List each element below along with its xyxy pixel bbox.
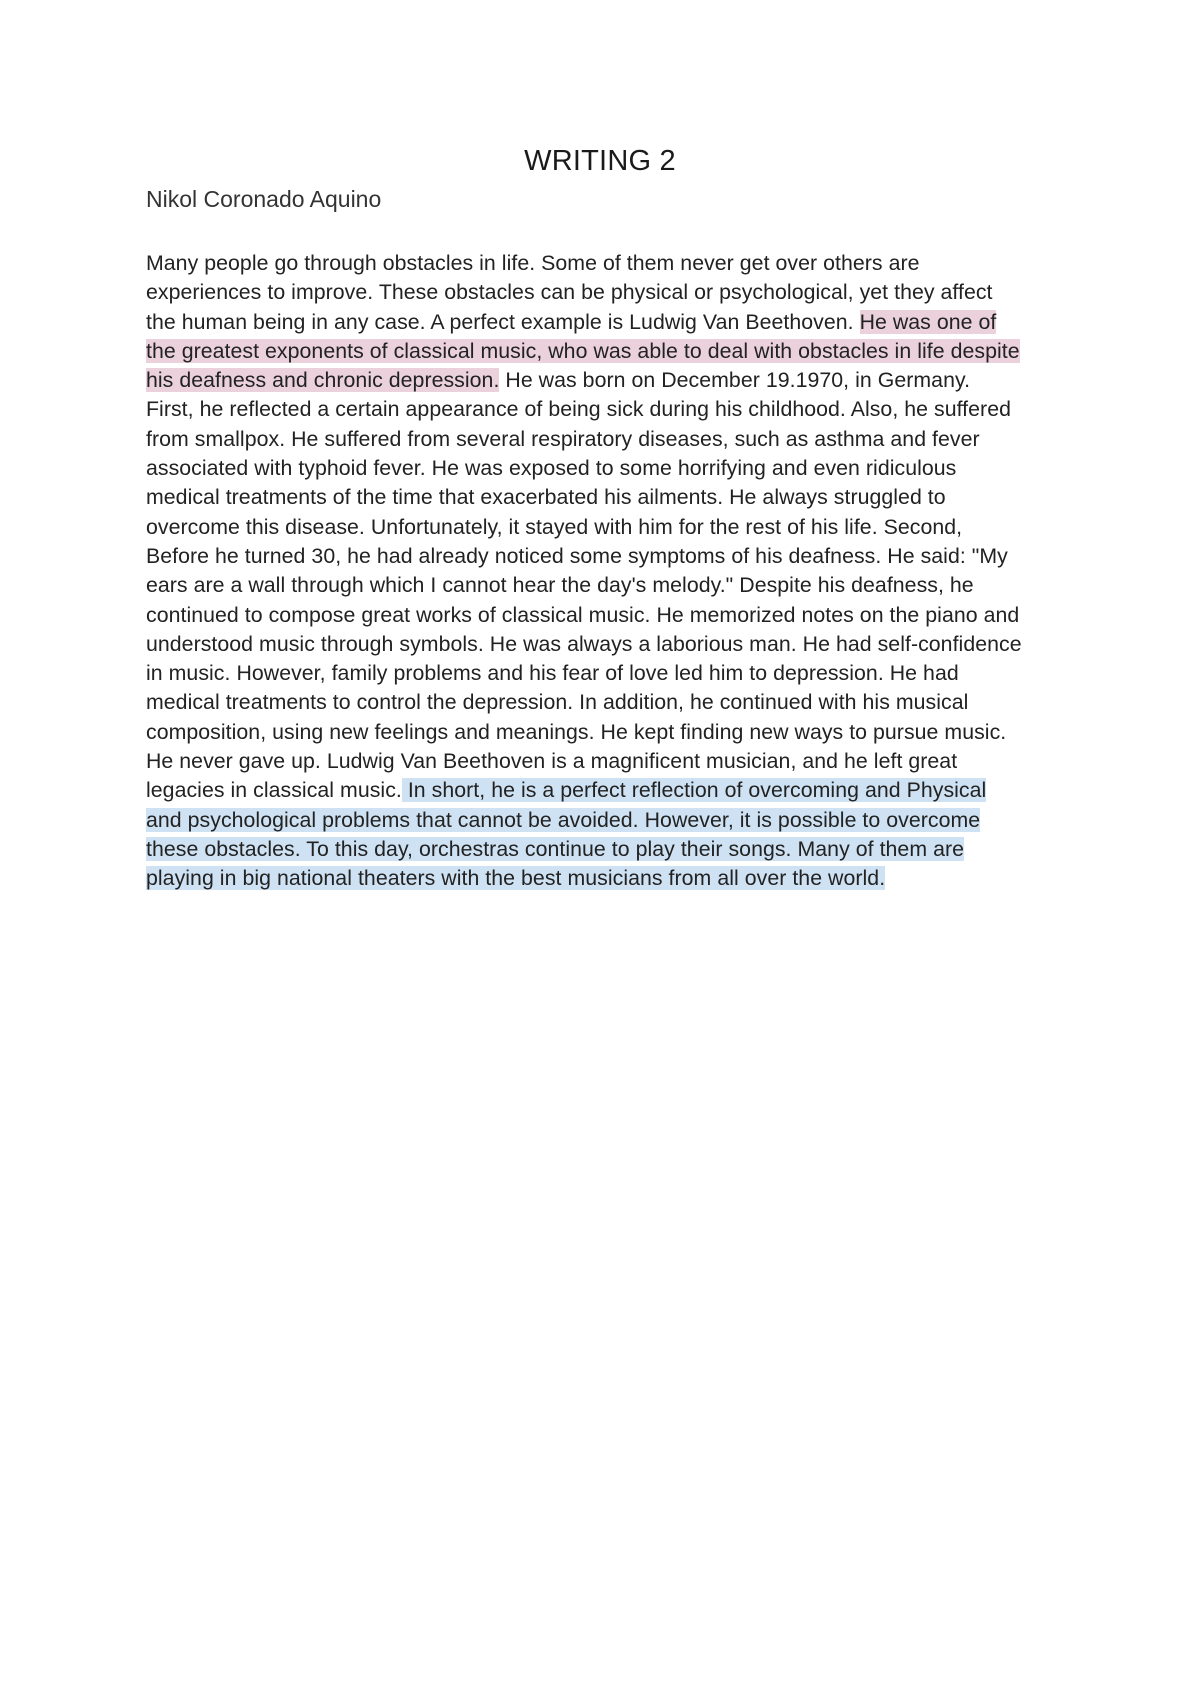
text-segment: understood music through symbols. He was always a laborious man. He had self-confidence: [146, 631, 1022, 656]
text-segment: continued to compose great works of classical music. He memorized notes on the piano and: [146, 602, 1020, 627]
text-line: [146, 806, 1082, 835]
highlighted-text: these obstacles. To this day, orchestras continue to play their songs. Many of them are: [146, 836, 965, 861]
text-line: [146, 864, 1082, 893]
text-line: [146, 542, 1082, 571]
text-segment: He never gave up. Ludwig Van Beethoven is a magnificent musician, and he left great: [146, 749, 958, 774]
text-line: [146, 571, 1082, 600]
text-segment: medical treatments of the time that exacerbated his ailments. He always struggled to: [146, 485, 946, 510]
text-segment: legacies in classical music.: [146, 778, 402, 803]
text-segment: experiences to improve. These obstacles can be physical or psychological, yet they affect: [146, 280, 993, 305]
text-segment: First, he reflected a certain appearance of being sick during his childhood. Also, he suffered: [146, 397, 1011, 422]
text-segment: the human being in any case. A perfect example is Ludwig Van Beethoven.: [146, 309, 860, 334]
text-line: [146, 835, 1082, 864]
text-line: [146, 337, 1082, 366]
text-segment: from smallpox. He suffered from several respiratory diseases, such as asthma and fever: [146, 426, 980, 451]
text-line: [146, 395, 1082, 424]
essay-body: [146, 249, 1082, 894]
text-line: [146, 366, 1082, 395]
text-line: [146, 718, 1082, 747]
highlighted-text: He was one of: [859, 309, 997, 334]
text-segment: ears are a wall through which I cannot hear the day's melody." Despite his deafness, he: [146, 573, 974, 598]
text-line: [146, 776, 1082, 805]
text-segment: associated with typhoid fever. He was exposed to some horrifying and even ridiculous: [146, 456, 957, 481]
text-line: [146, 513, 1082, 542]
text-line: [146, 659, 1082, 688]
highlighted-text: playing in big national theaters with the best musicians from all over the world.: [146, 866, 886, 891]
text-line: [146, 688, 1082, 717]
text-line: [146, 308, 1082, 337]
highlighted-text: his deafness and chronic depression.: [146, 368, 500, 393]
highlighted-text: and psychological problems that cannot be avoided. However, it is possible to overcome: [146, 807, 981, 832]
text-segment: medical treatments to control the depression. In addition, he continued with his musical: [146, 690, 969, 715]
highlighted-text: In short, he is a perfect reflection of overcoming and Physical: [401, 778, 987, 803]
text-line: [146, 425, 1082, 454]
text-segment: overcome this disease. Unfortunately, it stayed with him for the rest of his life. Second,: [146, 514, 963, 539]
text-line: [146, 630, 1082, 659]
text-line: [146, 747, 1082, 776]
text-line: [146, 249, 1082, 278]
document-title: WRITING 2: [524, 145, 676, 177]
text-segment: in music. However, family problems and his fear of love led him to depression. He had: [146, 661, 959, 686]
text-line: [146, 601, 1082, 630]
author-name: Nikol Coronado Aquino: [146, 186, 382, 212]
text-line: [146, 454, 1082, 483]
text-segment: composition, using new feelings and meanings. He kept finding new ways to pursue music.: [146, 719, 1007, 744]
text-line: [146, 483, 1082, 512]
text-line: [146, 278, 1082, 307]
text-segment: Many people go through obstacles in life. Some of them never get over others are: [146, 251, 920, 275]
text-segment: He was born on December 19.1970, in Germany.: [499, 368, 971, 393]
text-segment: Before he turned 30, he had already noticed some symptoms of his deafness. He said: "My: [146, 543, 1008, 568]
highlighted-text: the greatest exponents of classical music, who was able to deal with obstacles in life despite: [146, 338, 1020, 363]
